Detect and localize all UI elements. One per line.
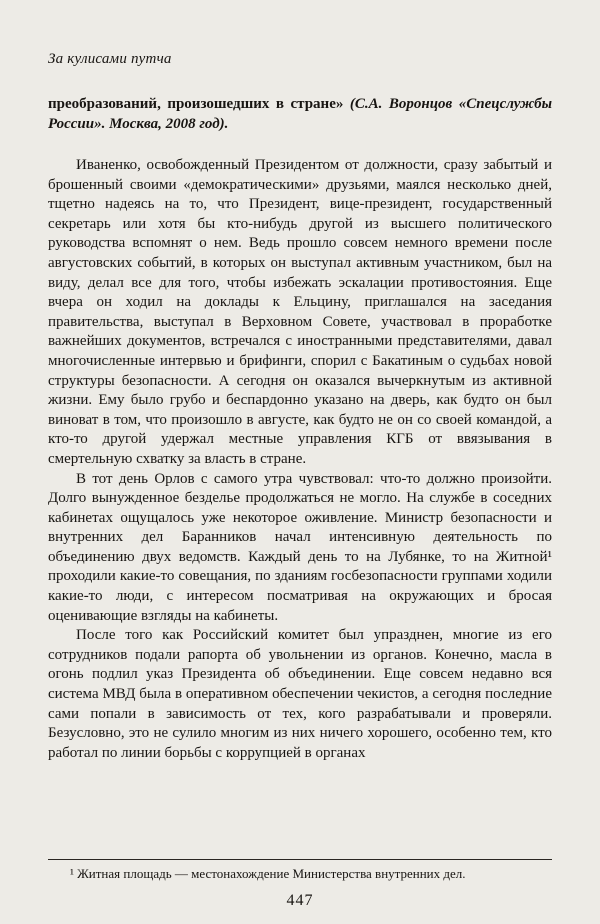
footnote-text: ¹ Житная площадь — местонахождение Министерства внутренних дел. [70, 866, 466, 881]
page-number: 447 [286, 892, 314, 909]
paragraph-2: В тот день Орлов с самого утра чувствовал: что-то должно произойти. Долго вынужденное безделье продолжаться не могло. На службе в соседних кабинетах ощущалось уже некоторое оживление. Министр безопасности и внутренних дел Баранников начал интенсивную деятельность по объединению двух ведомств. Каждый день то на Лубянке, то на Житной¹ проходили какие-то совещания, по зданиям госбезопасности группами ходили какие-то люди, с интересом посматривая на окружающих и бросая оценивающие взгляды на кабинеты. [48, 470, 552, 624]
paragraph-3: После того как Российский комитет был упразднен, многие из его сотрудников подали рапорта об увольнении из органов. Конечно, масла в огонь подлил указ Президента об объединении. Еще совсем недавно вся система МВД была в оперативном обеспечении чекистов, а сегодня последние сами попали в зависимость от тех, кого разрабатывали и проверяли. Безусловно, это не сулило многим из них ничего хорошего, особенно тем, кто работал по линии борьбы с коррупцией в органах [48, 627, 552, 761]
lead-quote-text: преобразований, произошедших в стране» [48, 96, 350, 112]
footnote-divider [48, 859, 552, 860]
footnote-block [48, 859, 552, 882]
lead-quote [48, 94, 552, 134]
lead-quote-citation: (С.А. Воронцов «Спецслужбы России». Москва, 2008 год). [48, 96, 552, 132]
running-header: За кулисами путча [48, 51, 172, 67]
paragraph-1: Иваненко, освобожденный Президентом от должности, сразу забытый и брошенный своими «демократическими» друзьями, маялся несколько дней, тщетно надеясь на то, что Президент, вице-президент, государственный секретарь или хотя бы кто-нибудь другой из высшего политического руководства вспомнят о нем. Ведь прошло совсем немного времени после августовских событий, в которых он выступал активным участником, был на виду, делал все для того, чтобы избежать эскалации противостояния. Еще вчера он ходил на доклады к Ельцину, приглашался на заседания правительства, выступал в Верховном Совете, участвовал в проработке важнейших документов, встречался с иностранными представителями, давал многочисленные интервью и брифинги, спорил с Бакатиным о судьбах новой структуры безопасности. А сегодня он оказался вычеркнутым из активной жизни. Ему было грубо и беспардонно указано на дверь, как будто он был виноват в том, что произошло в августе, как будто не он со своей командой, а кто-то другой удержал местные управления КГБ от ввязывания в смертельную схватку за власть в стране. [48, 157, 552, 467]
